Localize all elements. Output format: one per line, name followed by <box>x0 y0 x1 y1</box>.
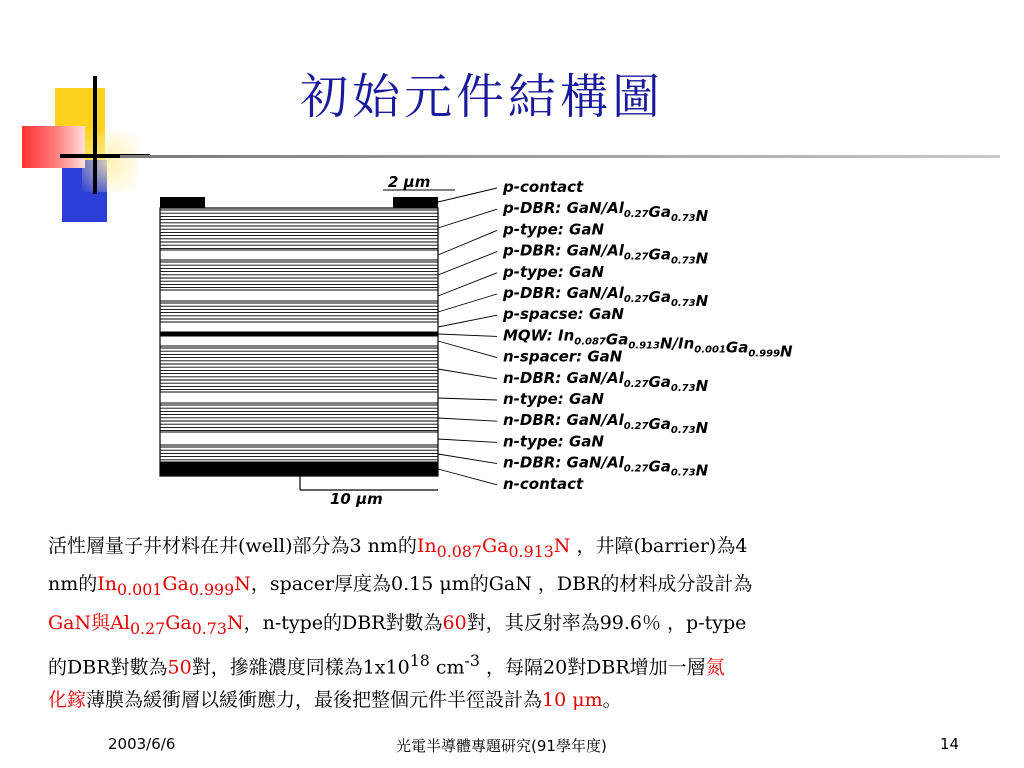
page-title: 初始元件結構圖 <box>300 69 665 125</box>
leader-line <box>438 341 497 358</box>
leader-line <box>438 398 497 400</box>
leader-line <box>438 315 497 327</box>
leader-line <box>438 469 497 485</box>
decor-vertical-line <box>93 76 97 194</box>
layer-label: n-spacer: GaN <box>503 347 623 366</box>
layer-label: p-type: GaN <box>503 262 605 281</box>
text-span: 。 <box>602 688 622 711</box>
text-span: ，井障(barrier)為4 <box>570 535 748 557</box>
leader-line <box>438 454 497 464</box>
exponent: -3 <box>464 650 480 670</box>
text-line-2 <box>48 568 988 606</box>
text-span: 對，摻雜濃度同樣為1x10 <box>191 656 410 679</box>
mqw-band <box>160 332 438 336</box>
text-span: 對，其反射率為99.6％ ，p-type <box>466 611 747 634</box>
highlight-gan: 化鎵 <box>48 688 87 711</box>
layer-label: n-contact <box>503 474 584 493</box>
leader-lines <box>438 188 497 485</box>
leader-line <box>438 209 497 228</box>
p-contact-right <box>393 197 438 208</box>
title-rule <box>120 155 1000 158</box>
text-span: cm <box>429 656 465 679</box>
layer-stack <box>160 197 438 476</box>
leader-line <box>438 369 497 379</box>
text-line-5 <box>48 684 988 717</box>
description-paragraph <box>48 530 988 716</box>
formula-dbr: GaN與$Al_{0.27}Ga_{0.73}N$ <box>48 611 244 638</box>
highlight-gan: 氮 <box>705 656 725 679</box>
layer-labels <box>502 178 793 493</box>
text-span: 薄膜為緩衝層以緩衝應力，最後把整個元件半徑設計為 <box>86 688 543 711</box>
text-span: nm的 <box>48 573 98 596</box>
text-span: ，n-type的DBR對數為 <box>243 611 443 634</box>
footer-date: 2003/6/6 <box>108 735 176 753</box>
formula-ingan-well: $In_{0.087}Ga_{0.913}N$ <box>416 535 571 561</box>
layer-label: n-type: GaN <box>503 390 604 408</box>
device-radius: 10 μm <box>542 688 603 711</box>
layer-label: p-DBR: GaN/$Al_{0.27}Ga_{0.73}N$ <box>503 241 709 268</box>
leader-line <box>438 439 497 442</box>
exponent: 18 <box>409 650 430 670</box>
decor-glow <box>82 132 137 192</box>
layer-label: p-DBR: GaN/$Al_{0.27}Ga_{0.73}N$ <box>503 199 709 226</box>
layer-label: p-type: GaN <box>503 220 605 239</box>
device-structure-diagram <box>150 170 850 510</box>
decor-red-square <box>22 126 85 168</box>
text-line-4 <box>48 645 988 684</box>
leader-line <box>438 334 497 336</box>
text-span: ，spacer厚度為0.15 μm的GaN ，DBR的材料成分設計為 <box>250 573 753 596</box>
formula-ingan-barrier: $In_{0.001}Ga_{0.999}N$ <box>97 573 251 600</box>
bottom-dimension-label: 10 μm <box>330 490 383 508</box>
text-span: ，每隔20對DBR增加一層 <box>479 656 706 679</box>
leader-line <box>438 418 497 421</box>
layer-label: p-contact <box>503 178 584 196</box>
layer-label: p-DBR: GaN/$Al_{0.27}Ga_{0.73}N$ <box>503 284 709 310</box>
layer-label: p-spacse: GaN <box>503 305 624 324</box>
leader-line <box>438 294 497 312</box>
text-span: 活性層量子井材料在井(well)部分為3 nm的 <box>48 535 417 557</box>
n-dbr-pairs: 60 <box>442 611 467 634</box>
leader-line <box>438 230 497 255</box>
page-number: 14 <box>940 735 960 753</box>
n-contact-band <box>160 462 438 476</box>
layer-label: MQW: $In_{0.087}Ga_{0.913}N/In_{0.001}Ga_{0.999}N$ <box>503 326 793 361</box>
leader-line <box>438 273 497 296</box>
layer-label: n-DBR: GaN/$Al_{0.27}Ga_{0.73}N$ <box>503 368 709 395</box>
layer-label: n-type: GaN <box>503 432 604 451</box>
p-contact-left <box>160 197 205 208</box>
text-line-1 <box>48 530 988 568</box>
footer-title: 光電半導體專題研究(91學年度) <box>396 737 607 755</box>
top-dimension-label: 2 μm <box>388 173 431 191</box>
p-dbr-pairs: 50 <box>167 656 192 679</box>
layer-label: n-DBR: GaN/$Al_{0.27}Ga_{0.73}N$ <box>503 453 709 480</box>
text-span: 的DBR對數為 <box>48 656 168 679</box>
layer-label: n-DBR: GaN/$Al_{0.27}Ga_{0.73}N$ <box>503 411 709 438</box>
text-line-3 <box>48 607 988 645</box>
leader-line <box>438 252 497 275</box>
